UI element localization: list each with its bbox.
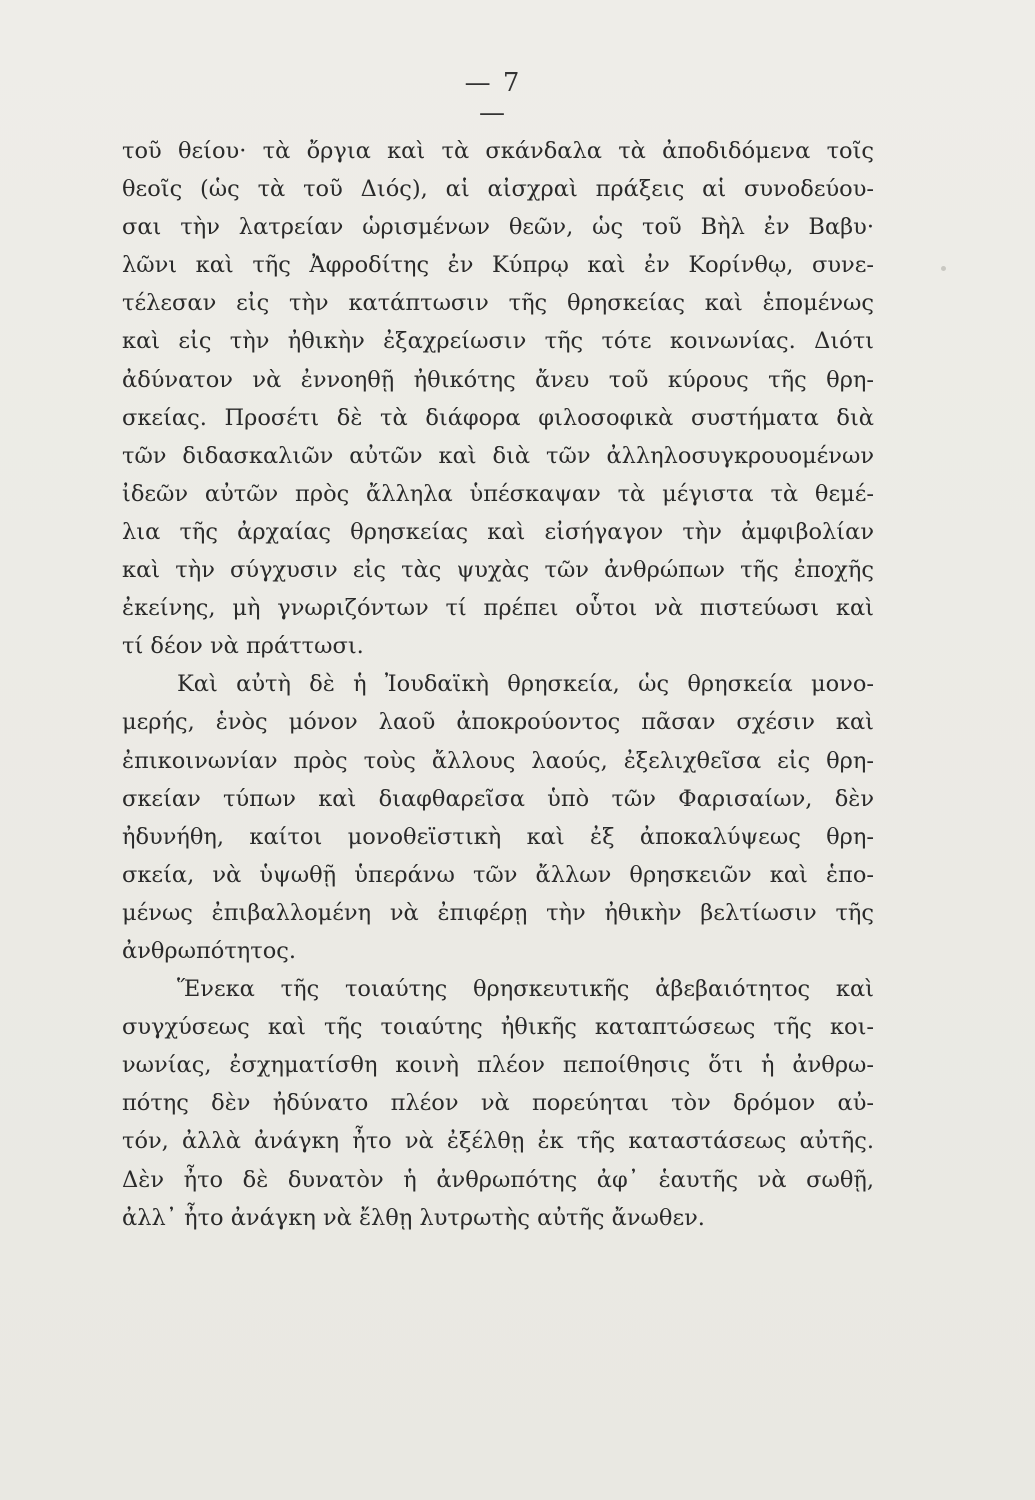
text-line: νωνίας, ἐσχηματίσθη κοινὴ πλέον πεποίθησις ὅτι ἡ ἀνθρω-	[122, 1052, 874, 1079]
text-line: ἰδεῶν αὐτῶν πρὸς ἄλληλα ὑπέσκαψαν τὰ μέγιστα τὰ θεμέ-	[122, 480, 874, 507]
text-line: τοῦ θείου· τὰ ὄργια καὶ τὰ σκάνδαλα τὰ ἀποδιδόμενα τοῖς	[122, 138, 874, 164]
text-line: Δὲν ἦτο δὲ δυνατὸν ἡ ἀνθρωπότης ἀφ᾽ ἑαυτῆς νὰ σωθῇ,	[122, 1166, 874, 1193]
paragraph-2	[122, 665, 874, 970]
text-line: Καὶ αὐτὴ δὲ ἡ Ἰουδαϊκὴ θρησκεία, ὡς θρησκεία μονο-	[177, 671, 874, 698]
text-line: τόν, ἀλλὰ ἀνάγκη ἦτο νὰ ἐξέλθῃ ἐκ τῆς καταστάσεως αὐτῆς.	[122, 1128, 874, 1155]
paragraph-3	[122, 970, 874, 1237]
text-line: Ἕνεκα τῆς τοιαύτης θρησκευτικῆς ἀβεβαιότητος καὶ	[177, 976, 874, 1003]
text-line: μένως ἐπιβαλλομένη νὰ ἐπιφέρῃ τὴν ἠθικὴν βελτίωσιν τῆς	[122, 899, 874, 926]
text-line: τῶν διδασκαλιῶν αὐτῶν καὶ διὰ τῶν ἀλληλοσυγκρουομένων	[122, 442, 874, 469]
text-line: σκεία, νὰ ὑψωθῇ ὑπεράνω τῶν ἄλλων θρησκειῶν καὶ ἑπο-	[122, 861, 874, 888]
text-line: ἠδυνήθη, καίτοι μονοθεϊστικὴ καὶ ἐξ ἀποκαλύψεως θρη-	[122, 823, 874, 850]
text-line: τί δέον νὰ πράττωσι.	[122, 633, 364, 660]
page-number: — 7 —	[464, 68, 522, 128]
text-line: καὶ τὴν σύγχυσιν εἰς τὰς ψυχὰς τῶν ἀνθρώπων τῆς ἐποχῆς	[122, 557, 874, 584]
paragraph-1	[122, 132, 874, 665]
text-line: σκείαν τύπων καὶ διαφθαρεῖσα ὑπὸ τῶν Φαρισαίων, δὲν	[122, 785, 874, 812]
paper-speck	[941, 266, 946, 271]
text-line: ἐπικοινωνίαν πρὸς τοὺς ἄλλους λαούς, ἐξελιχθεῖσα εἰς θρη-	[122, 747, 874, 774]
text-line: λια τῆς ἀρχαίας θρησκείας καὶ εἰσήγαγον τὴν ἀμφιβολίαν	[122, 518, 874, 545]
text-line: συγχύσεως καὶ τῆς τοιαύτης ἠθικῆς καταπτώσεως τῆς κοι-	[122, 1014, 874, 1041]
text-line: ἀνθρωπότητος.	[122, 937, 297, 964]
text-line: καὶ εἰς τὴν ἠθικὴν ἐξαχρείωσιν τῆς τότε κοινωνίας. Διότι	[122, 328, 874, 355]
text-line: ἀδύνατον νὰ ἐννοηθῇ ἠθικότης ἄνευ τοῦ κύρους τῆς θρη-	[122, 366, 874, 393]
text-line: σκείας. Προσέτι δὲ τὰ διάφορα φιλοσοφικὰ συστήματα διὰ	[122, 404, 874, 431]
text-line: λῶνι καὶ τῆς Ἀφροδίτης ἐν Κύπρῳ καὶ ἐν Κορίνθῳ, συνε-	[122, 252, 874, 279]
text-line: θεοῖς (ὡς τὰ τοῦ Διός), αἱ αἰσχραὶ πράξεις αἱ συνοδεύου-	[122, 176, 874, 203]
body-text	[122, 132, 874, 1237]
text-line: ἐκείνης, μὴ γνωριζόντων τί πρέπει οὗτοι νὰ πιστεύωσι καὶ	[122, 595, 874, 622]
text-line: σαι τὴν λατρείαν ὡρισμένων θεῶν, ὡς τοῦ Βὴλ ἐν Βαβυ·	[122, 214, 874, 241]
text-line: ἀλλ᾽ ἦτο ἀνάγκη νὰ ἔλθῃ λυτρωτὴς αὐτῆς ἄνωθεν.	[122, 1204, 705, 1231]
text-line: μερής, ἑνὸς μόνον λαοῦ ἀποκρούοντος πᾶσαν σχέσιν καὶ	[122, 709, 874, 736]
text-line: τέλεσαν εἰς τὴν κατάπτωσιν τῆς θρησκείας καὶ ἑπομένως	[122, 290, 874, 317]
text-line: πότης δὲν ἠδύνατο πλέον νὰ πορεύηται τὸν δρόμον αὐ-	[122, 1090, 874, 1117]
